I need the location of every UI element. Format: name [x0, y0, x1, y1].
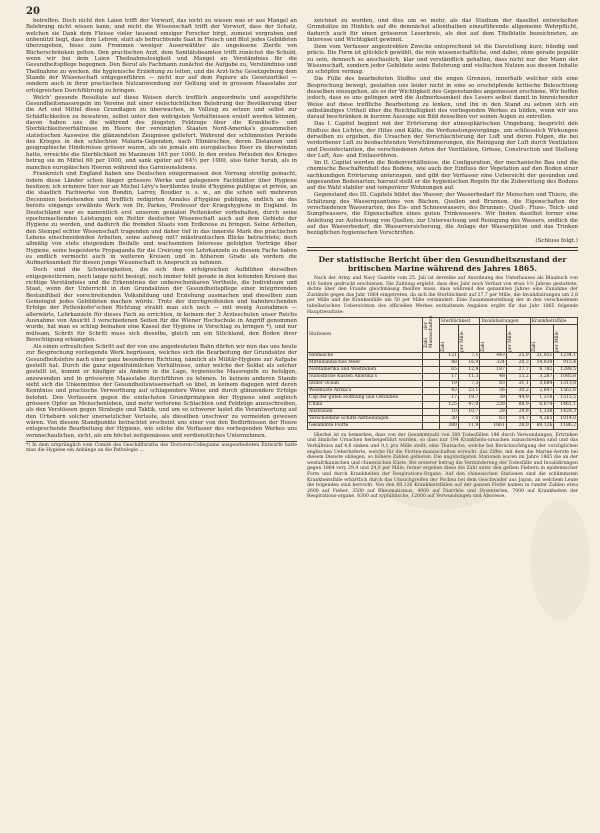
- table-total-row: [308, 422, 578, 429]
- column-header: per Mille: [458, 325, 480, 353]
- value-cell: 125: [439, 401, 458, 408]
- value-cell: 6,674: [530, 401, 554, 408]
- value-cell: 915,4: [554, 359, 578, 366]
- table-row: [308, 359, 578, 366]
- station-cell: Australien: [308, 408, 423, 415]
- value-cell: 10,7: [458, 408, 480, 415]
- value-cell: 3,287: [530, 373, 554, 380]
- value-cell: 1,338: [530, 408, 554, 415]
- station-cell: China: [308, 401, 423, 408]
- value-cell: 56: [480, 387, 506, 394]
- table-row: [308, 380, 578, 387]
- station-cell: Westküste Afrika's: [308, 387, 423, 394]
- value-cell: 25,9: [506, 352, 530, 359]
- count-cell: [423, 394, 440, 401]
- article-conclusion: Hierbei ist zu bemerken, dass von der Gesammtzahl von 380 Todesfällen 186 durch Verwundungen, Ertrinken und ähnliche Ursachen herbeigeführt wurden, so dass nur 194 Krankheits-ursachen zuzuschreiben sind und das Verhältniss auf 4,6 sinken und 9,1 pro Mille stellt; eine Thatsache, welche bei Berücksichtigung der vorzüglichen englischen Ueberlieferte, welche für die Flotten-mannschaften erreicht, das Ziffer, mit dem die Marine-Aerzte bei diesem Dienste obliegen, so höhere Zahlen gebieten. Die ungünstigsten Stationen waren im Jahre 1865 die an der westafrikanischen und chinesischen Küste. Bei ersterer betrug die Verminderung der Todesfälle und Invalidirungen gegen 1864 very 29,4 und 24,0 per Mille; ferner ergeben diese die Zahl unter den gelben Fiebern in epidemischer Form und durch Krankheiten der Respirations-Organe. Auf den chinesischen Stationen sind die schlimmsten Krankheitsfälle erhärtlich durch das Umsichgreifen der Pocken bei dem Geschwader aus Japan, an welchem Leute die folgenden sind herrscht. Von den 69,126 Krankheitsfällen auf der ganzen Flotte kamen in runder Zahlen etwa 2600 auf Fieber, 3500 auf Rheumatismus, 4000 auf Diarrhöe und Dysenterien, 7000 auf Krankheiten der Respirations-organe, 8300 auf syphilitische, 12000 auf Verwundungen und Abscesse.: [307, 432, 578, 500]
- station-cell: Nordamerika und Westindien: [308, 366, 423, 373]
- column-header: Zahl: [439, 325, 458, 353]
- right-column: [307, 18, 578, 823]
- value-cell: 1562,6: [554, 387, 578, 394]
- value-cell: 63: [480, 415, 506, 422]
- group-header: Krankheitsfälle: [530, 318, 577, 325]
- value-cell: 4,265: [530, 415, 554, 422]
- value-cell: 1313,8: [554, 380, 578, 387]
- paragraph: Als einen erfreulichen Schritt auf der von uns angedeuteten Bahn dürfen wir nun das uns heute zur Besprechung vorliegende Werk begrüssen, welches sich die Bearbeitung der Grundsätze der Gesundheitslehre nach einer ganz besonderen Richtung, nämlich als Militär-Hygiene zur Aufgabe gestellt hat. Durch die ganz eigenthümlichen Verhältnisse, unter welche der Soldat als solcher gestellt ist, kommt er häufiger als Andere in die Lage, hygienische Massregeln zu befolgen, anzuwenden und in grösserem Maasstabe durchführen zu können. In keinem anderen Stande sieht sich die Unkenntniss der Gesundheitswissenschaft so übel, in keinem dagegen wird deren Kenntniss und practische Verwerthung auf schlagendere Weise und durch glänzendere Erfolge belohnt. Den Verfassern gegen die einfachsten Grundprinzipien der Hygiene sind sogleich grössere Opfer an Menschenleben, und mehr verlorene Schlachten und Feldzüge anzuschreiben, als den Verstössen gegen Strategie und Taktik, und um so schwerer lastet die Verantwortung auf den Urhebern solcher unersetzlicher Verluste, als dieselben unschwer zu vermeiden gewesen wären. Von diesem Standpunkte betrachtet erscheint uns einer von den Bedürfnissen der Heere entsprechende Bearbeitung der Hygiene, wie solche die Verfasser des vorliegenden Werkes uns veranschaulichen, sicht, als ein höchst zeitgemässes und verdienstliches Unternehmen.: [26, 343, 297, 439]
- value-cell: 48: [480, 373, 506, 380]
- value-cell: 2,847: [530, 387, 554, 394]
- left-column: [26, 18, 297, 823]
- column-header: Zahl: [480, 325, 506, 353]
- paragraph: betreffen. Doch nicht den Laien trifft der Vorwurf, das nicht zu wissen was er aus Mangel an Belehrung nicht wissen kann, und nicht die Wissenschaft trifft der Vorwurf, dass der Schatz, welchen sie Dank dem Fleisse vieler tausend emsiger Forscher birgt, zumeist vergraben und unbenützt liegt, dass ihre Lehren, statt als befruchtende Saat in Fleisch und Blut jedes Gebildeten überzugehen, bisso zum Frommen weniger Auserwählter als ungelesene Zierde von Bücherschränken gelten. Den practischen Arzt, dem Sanitätsbeamten trifft zunächst die Schuld, wenn wir bei dem Laien Theilnahmslosigkeit und Mangel an Verständniss für die Gesundheitspflege begegnen. Den Beruf als Fachmann zunächst die Aufgabe zu, Verständniss und Theilnahme zu wecken, die hygienische Erziehung zu leiten, und die Arzt-liche Gesetzgebung dem Stande der Wissenschaft entgegenführen — nicht nur auf dem Papiere als Gesetzartikel — sondern auch in ihrer practischen Nutzanwendung zur Geltung und in grossem Maasstabe zur erfolgreichen Durchführung zu bringen.: [26, 18, 297, 94]
- footnote: *) In dem ursprünglich vom Comité des Geschäftsraths des Doctoren-Collegiums ausgearbeiteten Entwurfe hatte man die Hygiene ein Anhänge an die Pathologie …: [26, 443, 297, 454]
- value-cell: 14,839: [530, 359, 554, 366]
- table-header-row: [308, 318, 578, 325]
- value-cell: 28,0: [506, 422, 530, 429]
- value-cell: 39: [480, 394, 506, 401]
- value-cell: 10: [439, 408, 458, 415]
- count-cell: [423, 352, 440, 359]
- paragraph: Im II. Capitel werden die Bodenverhältnisse, die Configuration, der mechanische Bau und die chemische Beschaffenheit des Bodens, wie auch der Einfluss der Vegetation auf den Boden einer sachkundigen Erörterung unterzogen, und gibt der Verfasser eine Uebersicht der gesunden und ungesunden Bodenarten; hierauf stellt er die hygienischen Regeln für die Zubereitung des Bodens auf die Wahl stabiler und temporärer Wohnungen auf.: [307, 159, 578, 192]
- value-cell: 228: [480, 401, 506, 408]
- value-cell: 1515,5: [554, 394, 578, 401]
- value-cell: 43: [439, 387, 458, 394]
- count-cell: [423, 373, 440, 380]
- article-intro: Nach der Army and Navy Gazette vom 25. Juli ist derselbe auf Anordnung des Unterhauses als Blaubuch von 416 Seiten gedruckt erschienen. Die Zahlung ergiebt, dass dies Jahr noch Verlust von etwa 1½ Jahren gestattete, dichte über den Fraude gleichmässig theilten muss, dass während des genannten Jahres eine Zunahme der Zustände gegen das Jahr 1864 eingetreten, da sich die Sterblichkeit auf 27,7 per Mille, die Invalidisirungen um 2,8 per Mille und die Krankenfälle um 50 per Mille vermindert. Eine Zusammenstellung der in den verschiedenen tabellarischen Uebersichten des officiellen Werkes enthaltenen Angaben ergibt für das Jahr 1865 folgende Hauptresultate:: [307, 276, 578, 315]
- value-cell: 1661: [480, 422, 506, 429]
- value-cell: 21,051: [530, 352, 554, 359]
- value-cell: 7,1: [458, 352, 480, 359]
- column-header: Zahl: [530, 325, 554, 353]
- table-row: [308, 401, 578, 408]
- divider: [307, 247, 578, 248]
- paragraph: Die Fülle des bearbeiteten Stoffes und die engen Grenzen, innerhalb welcher sich eine Besprechung bewegt, gestatten uns leider nicht in eine so erschöpfende kritische Beleuchtung desselben einzugehen, als es der Wichtigkeit des Gegenstandes angemessen erschiene. Wir hoffen jedoch, dass es uns gelingen wird die Aufmerksamkeit des Lesers selbst damit in hinreichender Weise auf diese treffliche Bearbeitung zu lenken, und ihn in den Stand zu setzen sich ein selbständiges Urtheil über die Reichhaltigkeit des vorliegenden Werkes zu bilden, wenn wir uns darauf beschränken in kurzem Auszuge ein Bild desselben vor seinen Augen zu entrollen.: [307, 76, 578, 121]
- value-cell: 1288,5: [554, 366, 578, 373]
- value-cell: 11,9: [458, 422, 480, 429]
- continuation-note: (Schluss folgt.): [535, 237, 578, 244]
- table-row: [308, 394, 578, 401]
- value-cell: 17: [439, 373, 458, 380]
- station-header: Stationen: [308, 318, 423, 353]
- value-cell: 1234,1: [554, 352, 578, 359]
- value-cell: 15,2: [506, 373, 530, 380]
- paragraph: Frankreich und England haben uns Deutschen einigermassen den Vorrang streitig gemacht, indem diese Länder schon länger grössere Werke und gelegenere Fachblätter über Hygiene besitzen; ich erinnere hier nur an Michel Lévy's berühmtes traité d'hygiène publique et privée, an die staatlich Fachwerke von Bondin, Larrey, Boudier u. s. w., an die schon seit mehreren Decennien bestehenden und trefflich redigirten Annales d'hygiène publique, endlich an das bereits eingangs erwähnte Werk von Dr. Parkes, Professor der Kriegshygiene in England. In Deutschland war es namentlich erst unserem genialen Pettenkofer vorbehalten, durch seine epochemachenden Leistungen ein Retter deutscher Wissenschaft auch auf dem Gebiete der Hygiene zu werden, und dadurch die fremden Staats vom Erdkreise zu bringen. Seine Arbeiten, den Stempel echter Wissenschaft tragenden und daher tief in das innerste Mark des practischen Lebens einschneidenden Arbeiten, seine aufweg mit? mikstrantischen Blicke betrachtete; doch allmälig von stets steigendem Beifalle und wachsendem Interesse gefolgten Vorträge über Hygiene, seine begeisterte Propaganda für die Creirung von Lehrkanzeln zu diesem Fache haben es endlich vermocht auch in weiteren Kreisen und in höherem Grade als vordem die Aufmerksamkeit für diesen junge Wissenschaft in Anspruch zu nehmen.: [26, 171, 297, 267]
- count-cell: [423, 380, 440, 387]
- column-header: per Mille: [506, 325, 530, 353]
- table-row: [308, 352, 578, 359]
- count-cell: [423, 387, 440, 394]
- value-cell: 65: [439, 366, 458, 373]
- value-cell: 30: [439, 415, 458, 422]
- count-cell: [423, 401, 440, 408]
- table-row: [308, 408, 578, 415]
- value-cell: 12,8: [458, 366, 480, 373]
- value-cell: 19: [439, 380, 458, 387]
- value-cell: 69,126: [530, 422, 554, 429]
- column-header: Zahl der Mannschaften: [423, 318, 440, 353]
- group-header: Sterblichkeit: [439, 318, 480, 325]
- table-row: [308, 373, 578, 380]
- value-cell: 324: [480, 359, 506, 366]
- value-cell: 88,9: [506, 401, 530, 408]
- count-cell: [423, 422, 440, 429]
- table-row: [308, 415, 578, 422]
- station-cell: Cap der guten Hoffnung und Ostindien: [308, 394, 423, 401]
- value-cell: 380: [439, 422, 458, 429]
- value-cell: 19,7: [458, 394, 480, 401]
- value-cell: 3,684: [530, 380, 554, 387]
- value-cell: 1428,3: [554, 408, 578, 415]
- value-cell: 1014,0: [554, 415, 578, 422]
- paragraph: Dem vom Verfasser angestrebten Zwecke entsprechend ist die Darstellung kurz, bündig und präcis. Die Form ist glücklich gewählt, die rein wissenschaftliche, und dabei, ohne gerade populär zu sein, dennoch so anschaulich, klar und verständlich gehalten, dass nicht nur der Mann der Wissenschaft, sondern jeder Gebildete seine Belehrung und vielfachen Nutzen aus dessen Inhalte zu schöpfen vermag.: [307, 43, 578, 76]
- value-cell: 29,8: [506, 408, 530, 415]
- value-cell: 47,0: [458, 401, 480, 408]
- page-number: 20: [26, 6, 40, 17]
- value-cell: 121: [439, 352, 458, 359]
- value-cell: 20,3: [506, 359, 530, 366]
- value-cell: 1085,8: [554, 373, 578, 380]
- value-cell: 28: [480, 408, 506, 415]
- paragraph: zeichnet zu werden, und dies um so mehr, als das Studium der daselbst entwickelten Grundsätze im Hinblick auf die demnächst allenthalben einzuführende allgemeine Wehrpflicht, dadurch auch für einen grösseren Leserkreis, als den auf dem Titelblatte bezeichneten, an Interesse und Wichtigkeit gewinnt.: [307, 18, 578, 44]
- value-cell: 27,7: [506, 366, 530, 373]
- article-title: Der statistische Bericht über den Gesundheitszustand der britischen Marine während des Jahres 1865.: [318, 255, 567, 273]
- value-cell: 7,0: [458, 415, 480, 422]
- divider: [307, 250, 578, 251]
- value-cell: 1,318: [530, 394, 554, 401]
- count-cell: [423, 408, 440, 415]
- station-cell: Südöstliche Küsten Amerika's: [308, 373, 423, 380]
- value-cell: 187: [480, 366, 506, 373]
- paragraph: Welch' gesunde Resultate auf diese Weisen durch trefflich angeordnete und ausgeführte Gesundheitsmassregeln im Vereine mit einer vielschichtlichen Belehrung der Bevölkerung über die Art und Mittel diese Grundlagen zu überwachen, in Vollzug zu setzen und selbst zur Schädlichkeiten zu bewahren, selbst unter den widrigsten Verhältnissen erzielt werden können, davon haben uns die während des jüngsten Feldzuge über die Krankheits- und Sterblichkeitsverhältnisse im Heere der vereinigten Staaten Nord-Amerika's gesammelten statistischen Ausweise die glänzendsten Zeugnisse geliefert. Während der schlimmsten Periode des Krieges in den schlechten Malaria-Gegenden, nach Elimärschen, deren Distanzen und geographische Hindernisse grösser waren, als sie jemals ein europäisches Heer zu überwinden hatte, erreichte die Sterblichkeit im Maximum 165 per 1000. In den ersten Perioden des Krieges betrug sie im Mittel 60 per 1000, und sank später auf 64½ per 1000, also tiefer herab, als in manchen europäischen Heeren während des Garnisonslebens.: [26, 94, 297, 171]
- value-cell: 8,782: [530, 366, 554, 373]
- value-cell: 44,9: [506, 394, 530, 401]
- station-cell: Verschiedene Schiffs-Abtheilungen: [308, 415, 423, 422]
- station-cell: Gesammte Flotte: [308, 422, 423, 429]
- value-cell: 31,1: [506, 380, 530, 387]
- count-cell: [423, 359, 440, 366]
- value-cell: 17: [439, 394, 458, 401]
- value-cell: 1186,2: [554, 422, 578, 429]
- value-cell: 14,7: [506, 415, 530, 422]
- column-header: per Mille: [554, 325, 578, 353]
- paragraph: Doch sind die Schwierigkeiten, die sich dem erfolgreichen Aufblühen derselben entgegenstürmen, noch lange nicht besiegt, noch immer fehlt gerade in den leitenden Kreisen das richtige Verständniss und die Erkenntniss der unberechenbaren Vortheile, die Individuum und Staat, wenn der Unterricht in den Grundsätzen der Gesundheitspflege einer integrirenden Bestandtheil der vorschreitenden Volksbildung und Erziehung ausmachen und dieselben zum Gemeingut jedes Gebildeten machen würde. Trotz der durchgreifenden und bahnbrechenden Erfolge der Pettenkofer'schen Richtung strahlt man sich noch — mit wenig Ausnahmen — allerwärts, Lehrkanzeln für dieses Fach zu errichten, in keinem der 3 Ärzteschulen unser Reichs Ausnahme von Ansicht 3 verschiedenen Seiten für die Wiener Hochschule in Angriff genommen wurde, hat man es schlug beinahen eine Kassel der Hygiene in Vorschlag zu bringen *), und nur mühsam, Schritt für Schritt muss sich dieselbe, gleich um ein Stückland, den Boden ihrer Berechtigung erkämpfen.: [26, 267, 297, 343]
- station-cell: Stiller Ocean: [308, 380, 423, 387]
- value-cell: 1461,1: [554, 401, 578, 408]
- value-cell: 83: [480, 380, 506, 387]
- count-cell: [423, 415, 440, 422]
- table-row: [308, 387, 578, 394]
- station-cell: Mittelländisches Meer: [308, 359, 423, 366]
- value-cell: 443: [480, 352, 506, 359]
- value-cell: 16,9: [458, 359, 480, 366]
- paragraph: Das I. Capitel beginnt mit der Erörterung der atmosphärischen Umgebung, bespricht den Einfluss des Lichtes, der Hitze und Kälte, die Verdunstungsvorgänge, um schliesslich Wirkungen derselben zu ergeben, die Ursachen der Verschlechterung der Luft und deren Folgen, die bei verdorbener Luft zu beobachtenden Verschlimmerungen, die Reinigung der Luft durch Ventilation und Desinfectantien, die verschiedenen Arten der Ventilation, Grösse, Construction und Stellung der Luft, Aus- und Einlassröhren.: [307, 121, 578, 159]
- count-cell: [423, 366, 440, 373]
- paragraph: Gegenstand des III. Capitels bildet das Wasser, der Wasserbedarf für Menschen und Thiere, die Schätzung des Wasserquantums von Bächen, Quellen und Brunnen, die Eigenschaften der verschiedenen Wasserarten, des Eis- und Schneewassers, des Brunnen-, Quell-, Fluss-, Teich- und Sumpfwassers, die Eigenschaften eines guten Trinkwassers. Wir finden daselbst ferner eine Anleitung zur Aufsuchung von Quellen, zur Untersuchung und Reinigung des Wassers, endlich die auf das Wasserbedarf, die Wasserversicherung, die Anlage der Wasserplätze und das Trinken bezüglichen hygienischen Vorschriften.: [307, 192, 578, 237]
- value-cell: 30,2: [506, 387, 530, 394]
- value-cell: 88: [439, 359, 458, 366]
- group-header: Invalidisirungen: [480, 318, 530, 325]
- table-row: [308, 366, 578, 373]
- value-cell: 11,3: [458, 373, 480, 380]
- value-cell: 23,1: [458, 387, 480, 394]
- statistics-table: [307, 317, 578, 430]
- station-cell: Heimische: [308, 352, 423, 359]
- value-cell: 7,3: [458, 380, 480, 387]
